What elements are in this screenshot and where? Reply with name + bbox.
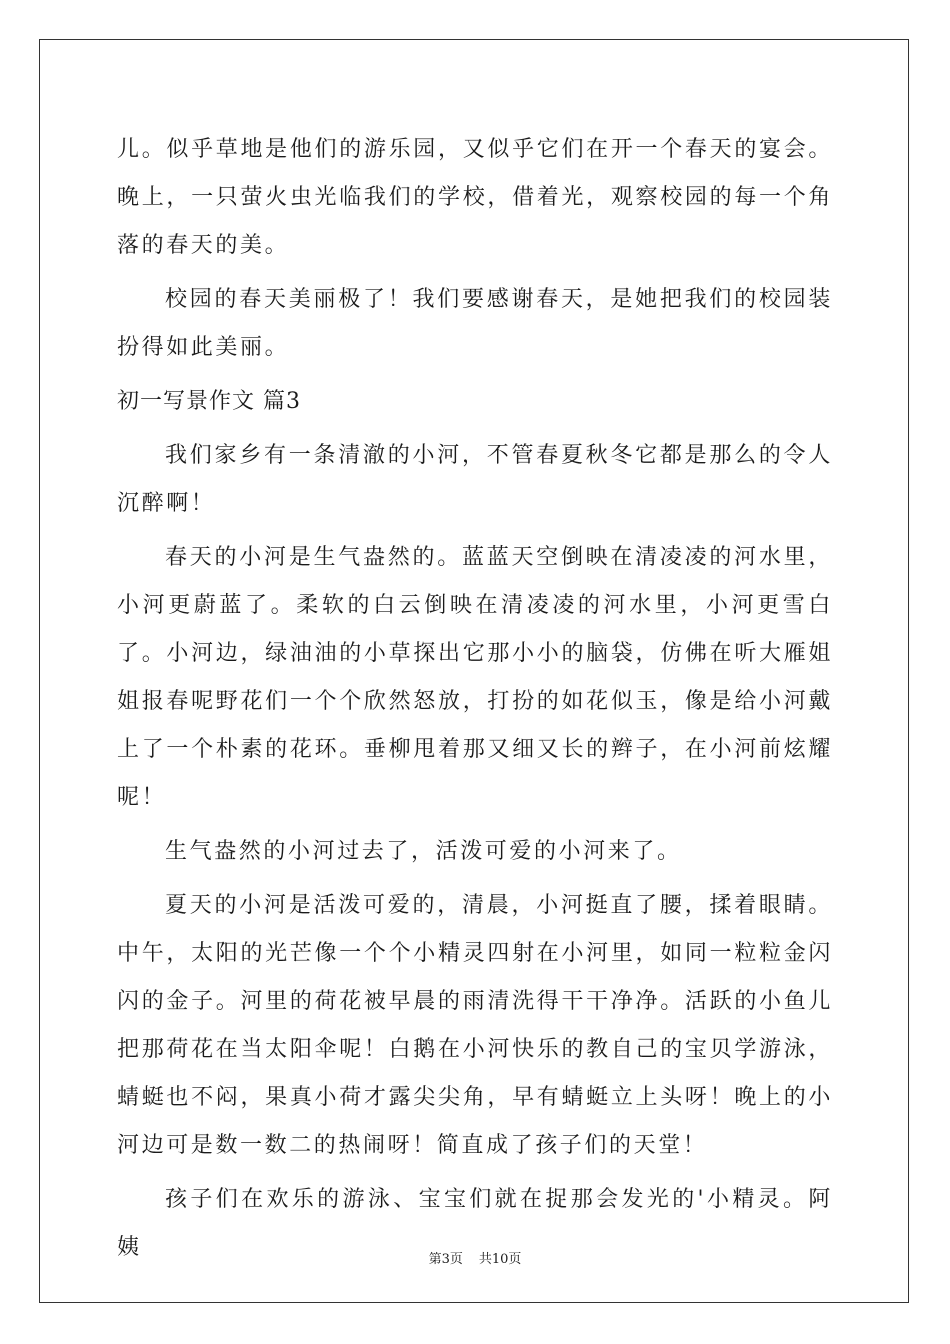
page-footer bbox=[0, 1248, 950, 1267]
paragraph-1: 儿。似乎草地是他们的游乐园，又似乎它们在开一个春天的宴会。晚上，一只萤火虫光临我们的学校，借着光，观察校园的每一个角落的春天的美。 bbox=[117, 137, 833, 258]
paragraph-2: 校园的春天美丽极了！我们要感谢春天，是她把我们的校园装扮得如此美丽。 bbox=[117, 287, 833, 360]
paragraph-6: 夏天的小河是活泼可爱的，清晨，小河挺直了腰，揉着眼睛。中午，太阳的光芒像一个个小精灵四射在小河里，如同一粒粒金闪闪的金子。河里的荷花被早晨的雨清洗得干干净净。活跃的小鱼儿把那荷花在当太阳伞呢！白鹅在小河快乐的教自己的宝贝学游泳，蜻蜓也不闷，果真小荷才露尖尖角，早有蜻蜓立上头呀！晚上的小河边可是数一数二的热闹呀！简直成了孩子们的天堂！ bbox=[117, 893, 833, 1158]
paragraph-4: 春天的小河是生气盎然的。蓝蓝天空倒映在清凌凌的河水里，小河更蔚蓝了。柔软的白云倒映在清凌凌的河水里，小河更雪白了。小河边，绿油油的小草探出它那小小的脑袋，仿佛在听大雁姐姐报春呢野花们一个个欣然怒放，打扮的如花似玉，像是给小河戴上了一个朴素的花环。垂柳甩着那又细又长的辫子，在小河前炫耀呢！ bbox=[117, 545, 833, 810]
page-number: 第3页 bbox=[428, 1252, 463, 1267]
section-heading: 初一写景作文 篇3 bbox=[117, 389, 301, 414]
page-total: 共10页 bbox=[478, 1252, 522, 1267]
paragraph-7: 孩子们在欢乐的游泳、宝宝们就在捉那会发光的'小精灵。阿姨 bbox=[117, 1187, 833, 1260]
paragraph-5: 生气盎然的小河过去了，活泼可爱的小河来了。 bbox=[165, 839, 682, 864]
paragraph-3: 我们家乡有一条清澈的小河，不管春夏秋冬它都是那么的令人沉醉啊！ bbox=[117, 443, 833, 516]
document-body bbox=[117, 126, 833, 1278]
